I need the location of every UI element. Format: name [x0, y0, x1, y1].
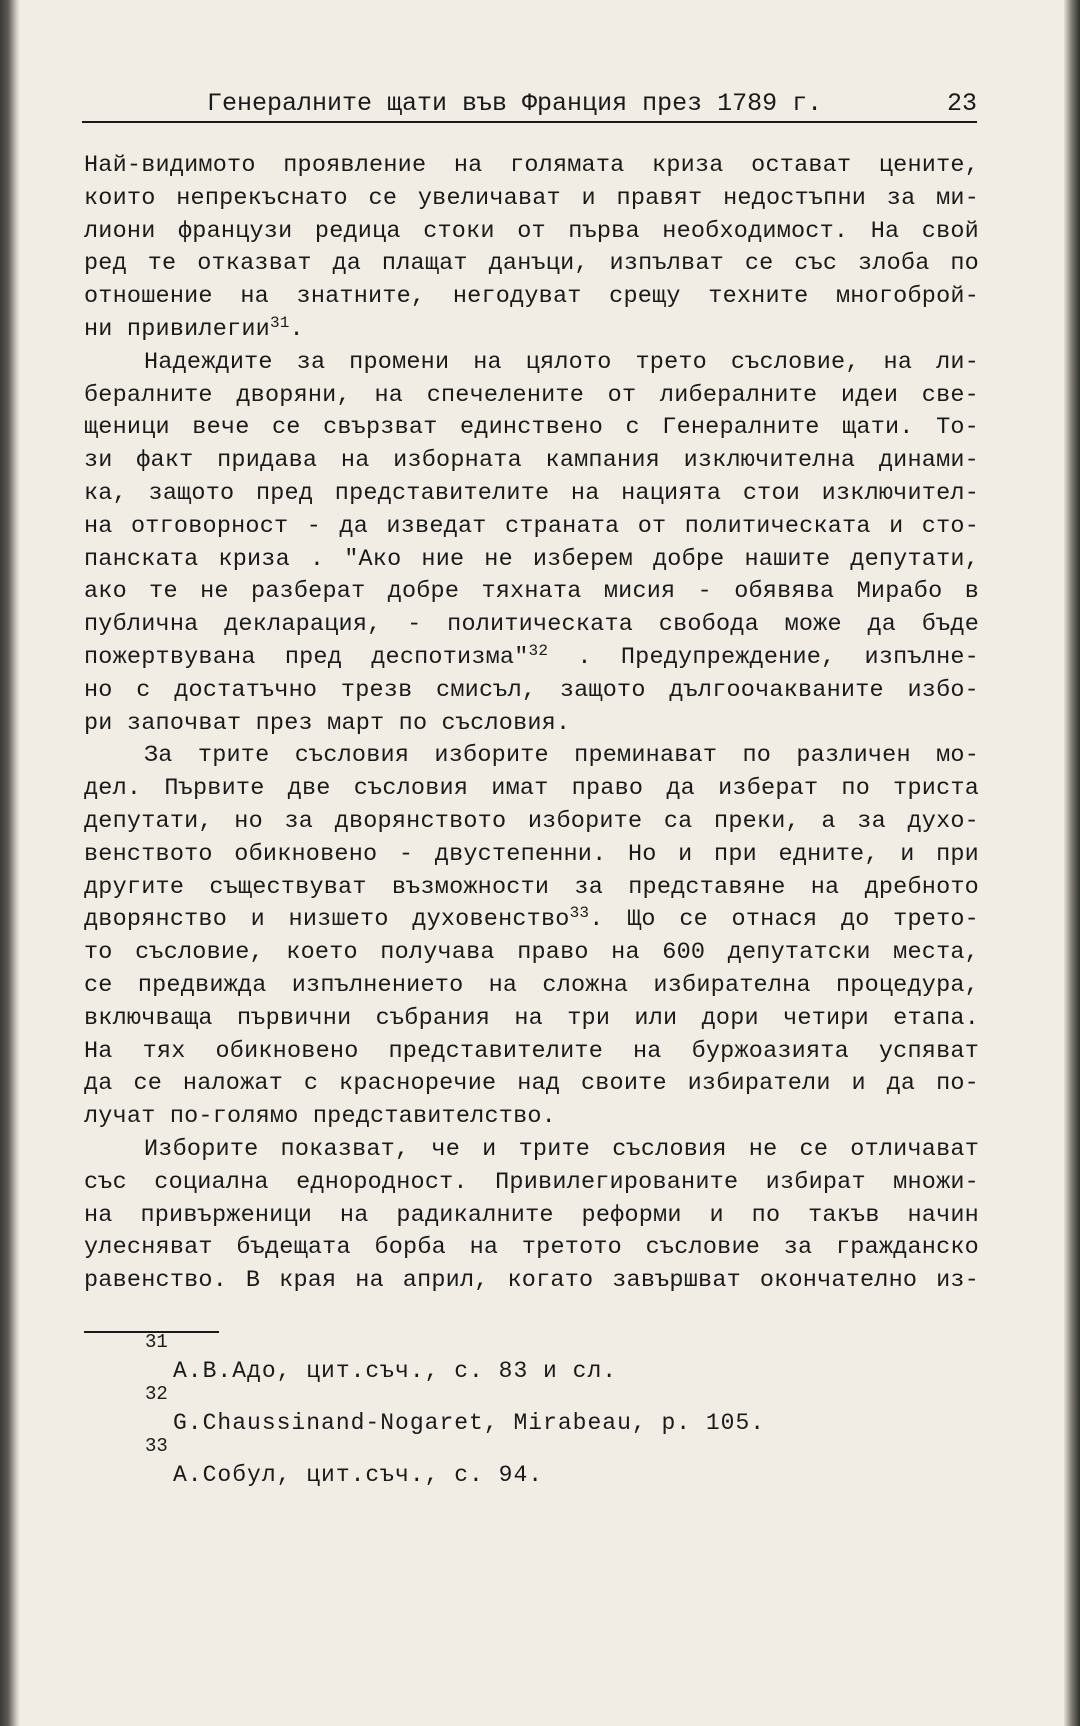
text-line [84, 281, 979, 314]
text-line-content: публична декларация, - политическата свобода може да бъде [84, 611, 979, 639]
text-line [84, 544, 979, 577]
text-line-content: отношение на знатните, негодуват срещу техните многоброй- [84, 283, 979, 311]
text-line-continuation: . Що се отнася до трето- [589, 906, 979, 934]
text-line [84, 511, 979, 544]
text-line-content: които непрекъснато се увеличават и правят недостъпни за ми- [84, 184, 979, 212]
text-line [84, 675, 979, 708]
text-line [84, 1200, 979, 1233]
text-line-content: включваща първични събрания на три или дори четири етапа. [84, 1004, 979, 1032]
text-line-content: ако те не разберат добре тяхната мисия - обявява Мирабо в [84, 578, 979, 606]
text-line-content: Изборите показват, че и трите съсловия не се отличават [144, 1135, 979, 1163]
text-line [84, 412, 979, 445]
text-line [84, 642, 979, 675]
text-line [84, 1036, 979, 1069]
text-line [84, 839, 979, 872]
footnote-reference[interactable]: 31 [269, 313, 290, 332]
text-line-content: ред те отказват да плащат данъци, изпълват се със злоба по [84, 250, 979, 278]
text-line-content: зи факт придава на изборната кампания изключителна динами- [84, 447, 979, 475]
text-line [84, 248, 979, 281]
text-line-content: венството обикновено - двустепенни. Но и при едните, и при [84, 840, 979, 868]
text-line [84, 872, 979, 905]
footnote-number: 33 [145, 1435, 168, 1457]
text-line [84, 380, 979, 413]
text-line-content: пожертвувана пред деспотизма" [84, 643, 529, 671]
text-line [84, 150, 979, 183]
text-line-content: депутати, но за дворянството изборите са преки, а за духо- [84, 807, 979, 835]
text-line [84, 576, 979, 609]
text-line [84, 970, 979, 1003]
text-line-content: но с достатъчно трезв смисъл, защото дългоочакваните избо- [84, 676, 979, 704]
footnote-reference[interactable]: 32 [528, 641, 549, 660]
page-edge-shadow [1064, 0, 1080, 1726]
footnote-reference[interactable]: 33 [569, 904, 590, 923]
text-line [84, 773, 979, 806]
text-line [84, 216, 979, 249]
text-line [84, 1068, 979, 1101]
text-line-content: ри започват през март по съсловия. [84, 709, 571, 737]
footnote-number: 32 [145, 1383, 168, 1405]
text-line-continuation: . [289, 315, 304, 343]
text-line-content: дел. Първите две съсловия имат право да изберат по триста [84, 775, 979, 803]
text-line [84, 609, 979, 642]
text-line-content: бералните дворяни, на спечелените от либералните идеи све- [84, 381, 979, 409]
text-line-content: ни привилегии [84, 315, 270, 343]
text-line [84, 937, 979, 970]
text-line [84, 445, 979, 478]
text-line [84, 347, 979, 380]
text-line-content: другите съществуват възможности за представяне на дребното [84, 873, 979, 901]
text-line [84, 1134, 979, 1167]
text-line-content: лиони французи редица стоки от първа необходимост. На свой [84, 217, 979, 245]
footnote-32 [145, 1383, 945, 1449]
page-binding-shadow [0, 0, 20, 1726]
page-number: 23 [946, 89, 977, 118]
text-line-content: улесняват бъдещата борба на третото съсловие за гражданско [84, 1234, 979, 1262]
body-text [84, 150, 979, 1298]
running-header [82, 85, 977, 123]
text-line [84, 1167, 979, 1200]
footnote-text: А.В.Адо, цит.съч., с. 83 и сл. [173, 1358, 618, 1384]
text-line-content: ка, защото пред представителите на нацията стои изключител- [84, 479, 979, 507]
text-line-content: Надеждите за промени на цялото трето съсловие, на ли- [144, 348, 979, 376]
footnote-33 [145, 1435, 945, 1501]
text-line [84, 1101, 979, 1134]
text-line-content: За трите съсловия изборите преминават по различен мо- [144, 742, 979, 770]
text-line-continuation: . Предупреждение, изпълне- [548, 643, 979, 671]
text-line [84, 806, 979, 839]
footnote-text: А.Собул, цит.съч., с. 94. [173, 1462, 544, 1488]
running-header-title: Генералните щати във Франция през 1789 г. [207, 89, 823, 118]
text-line-content: дворянство и низшето духовенство [84, 906, 570, 934]
text-line-content: се предвижда изпълнението на сложна избирателна процедура, [84, 971, 979, 999]
footnote-text: G.Chaussinand-Nogaret, Mirabeau, p. 105. [173, 1410, 766, 1436]
text-line [84, 904, 979, 937]
text-line-content: на привърженици на радикалните реформи и по такъв начин [84, 1201, 979, 1229]
footnote-31 [145, 1331, 945, 1397]
text-line [84, 183, 979, 216]
text-line-content: На тях обикновено представителите на буржоазията успяват [84, 1037, 979, 1065]
footnotes [145, 1331, 945, 1501]
text-line-content: то съсловие, което получава право на 600 депутатски места, [84, 939, 979, 967]
text-line [84, 708, 979, 741]
text-line [84, 1232, 979, 1265]
text-line [84, 1265, 979, 1298]
text-line-content: да се наложат с красноречие над своите избиратели и да по- [84, 1070, 979, 1098]
text-line-content: панската криза . "Ако ние не изберем добре нашите депутати, [84, 545, 979, 573]
text-line-content: равенство. В края на април, когато завършват окончателно из- [84, 1267, 979, 1295]
header-rule [82, 121, 977, 123]
text-line-content: лучат по-голямо представителство. [84, 1103, 556, 1131]
text-line [84, 314, 979, 347]
text-line-content: на отговорност - да изведат страната от политическата и сто- [84, 512, 979, 540]
text-line-content: щеници вече се свързват единствено с Генералните щати. То- [84, 414, 979, 442]
text-line-content: със социална еднородност. Привилегированите избират множи- [84, 1168, 979, 1196]
footnote-number: 31 [145, 1331, 168, 1353]
text-line [84, 478, 979, 511]
text-line-content: Най-видимото проявление на голямата криза остават цените, [84, 152, 979, 179]
text-line [84, 1003, 979, 1036]
text-line [84, 740, 979, 773]
